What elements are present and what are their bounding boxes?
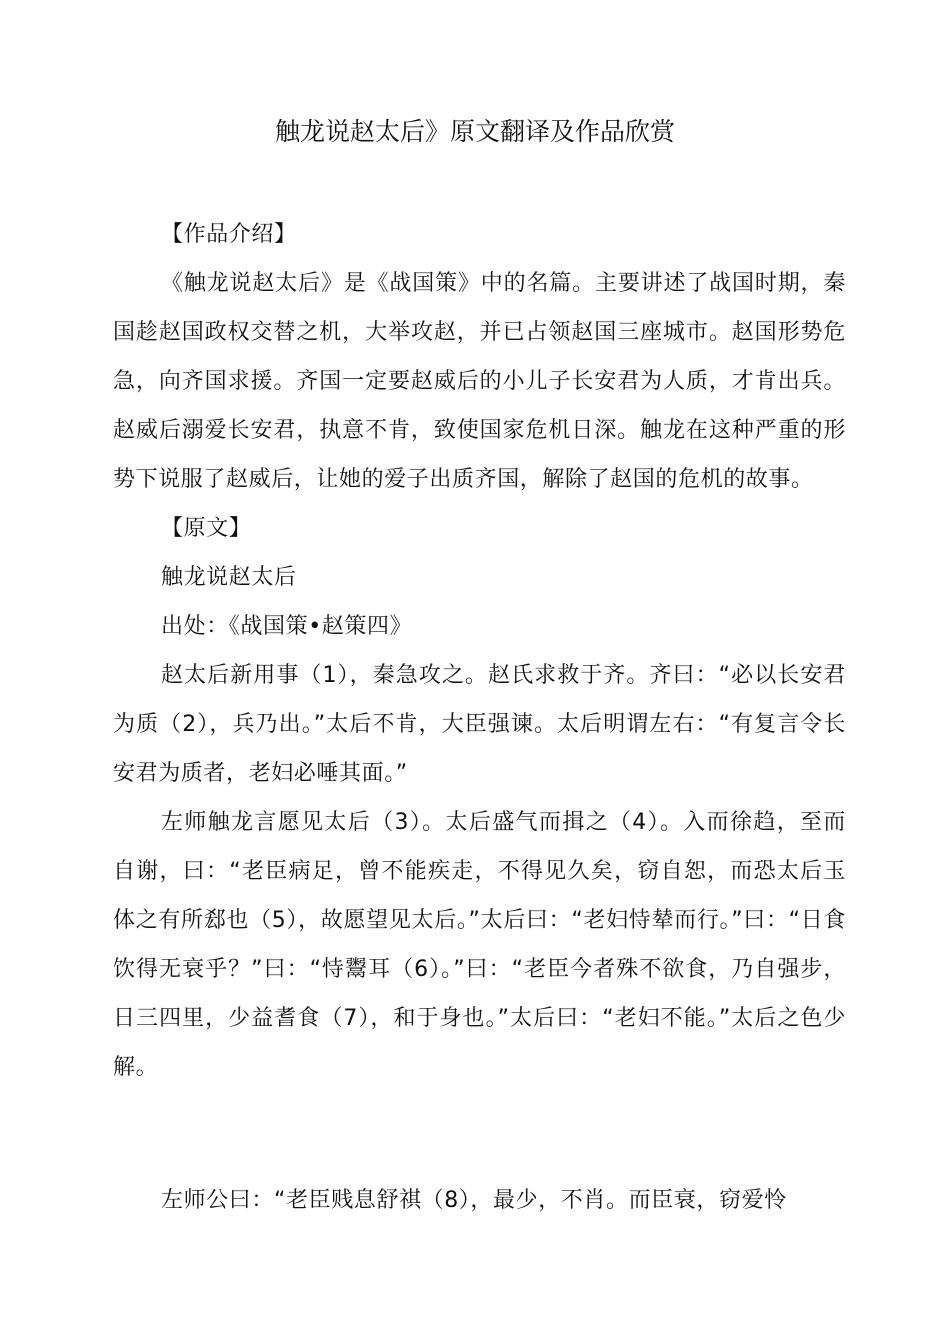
paragraph-1: 赵太后新用事（1），秦急攻之。赵氏求救于齐。齐曰：“必以长安君为质（2），兵乃出。”太后不肯，大臣强谏。太后明谓左右：“有复言令长安君为质者，老妇必唾其面。”	[113, 663, 846, 786]
section-heading-original: 【原文】	[161, 516, 252, 541]
original-title: 触龙说赵太后	[161, 565, 297, 590]
intro-paragraph: 《触龙说赵太后》是《战国策》中的名篇。主要讲述了战国时期，秦国趁赵国政权交替之机，大举攻赵，并已占领赵国三座城市。赵国形势危急，向齐国求援。齐国一定要赵威后的小儿子长安君为人质，才肯出兵。赵威后溺爱长安君，执意不肯，致使国家危机日深。触龙在这种严重的形势下说服了赵威后，让她的爱子出质齐国，解除了赵国的危机的故事。	[113, 271, 846, 492]
paragraph-3: 左师公曰：“老臣贱息舒祺（8），最少，不肖。而臣衰，窃爱怜	[161, 1188, 787, 1213]
continuation-block	[113, 1176, 846, 1225]
section-heading-intro: 【作品介绍】	[161, 222, 297, 247]
paragraph-2: 左师触龙言愿见太后（3）。太后盛气而揖之（4）。入而徐趋，至而自谢，曰：“老臣病足，曾不能疾走，不得见久矣，窃自恕，而恐太后玉体之有所郄也（5），故愿望见太后。”太后曰：“老妇恃辇而行。”曰：“日食饮得无衰乎？”曰：“恃鬻耳（6）。”曰：“老臣今者殊不欲食，乃自强步，日三四里，少益耆食（7），和于身也。”太后曰：“老妇不能。”太后之色少解。	[113, 810, 846, 1080]
document-title: 触龙说赵太后》原文翻译及作品欣赏	[274, 117, 675, 146]
intro-block	[113, 210, 846, 1092]
source-line: 出处：《战国策•赵策四》	[161, 614, 413, 639]
